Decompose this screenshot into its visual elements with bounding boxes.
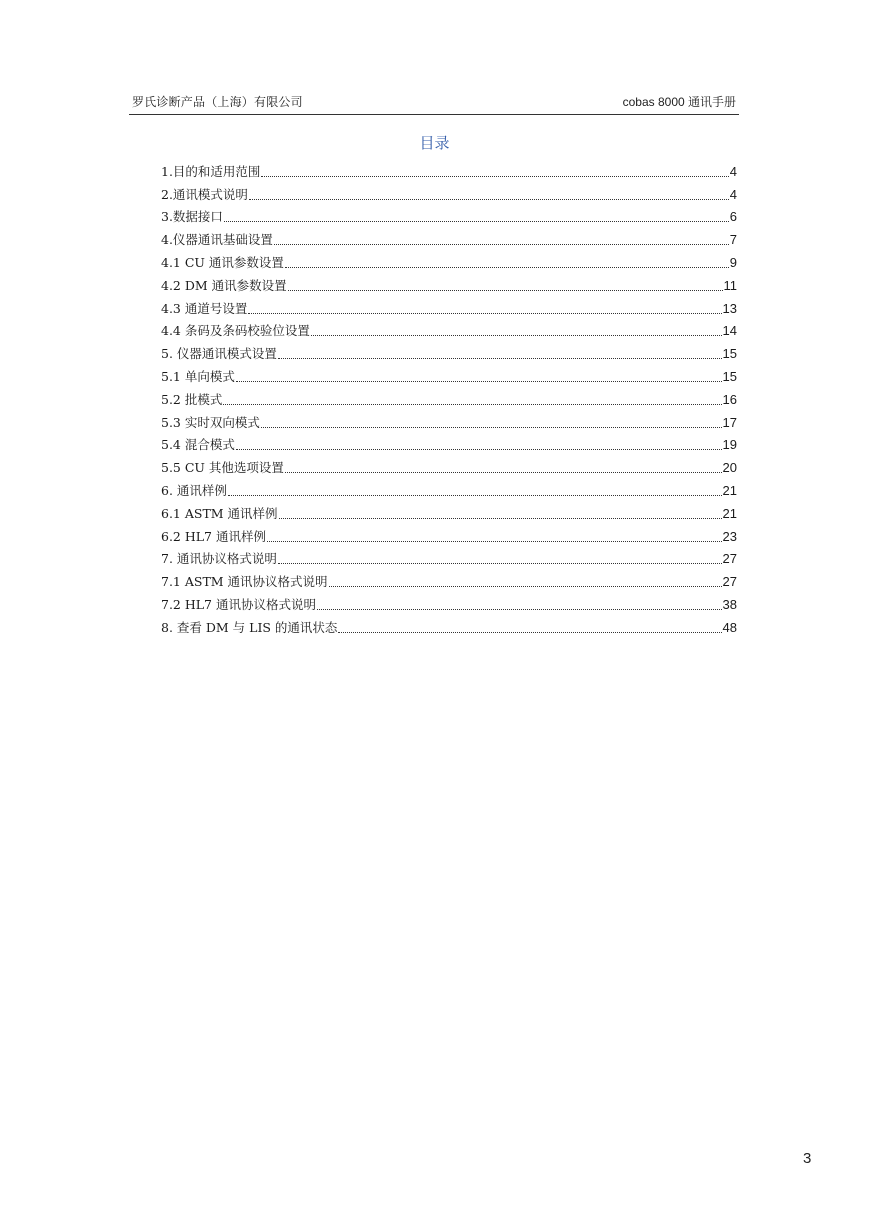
toc-entry[interactable] xyxy=(161,249,737,272)
toc-dot-leader xyxy=(249,199,729,200)
toc-entry-text: 4.4 条码及条码校验位设置 xyxy=(161,323,310,339)
toc-entry-text: 5.2 批模式 xyxy=(161,391,223,407)
toc-entry-text: 5.3 实时双向模式 xyxy=(161,414,260,430)
toc-entry-text: 4.1 CU 通讯参数设置 xyxy=(161,254,284,270)
toc-dot-leader xyxy=(279,518,722,519)
toc-entry-page: 21 xyxy=(722,482,737,498)
page-header xyxy=(129,94,739,115)
toc-entry-page: 20 xyxy=(722,460,737,476)
toc-entry[interactable] xyxy=(161,500,737,523)
toc-dot-leader xyxy=(285,267,729,268)
toc-entry-page: 14 xyxy=(722,323,737,339)
toc-entry[interactable] xyxy=(161,204,737,227)
toc-dot-leader xyxy=(329,586,722,587)
toc-entry[interactable] xyxy=(161,226,737,249)
toc-entry-page: 11 xyxy=(723,277,737,293)
toc-dot-leader xyxy=(278,563,722,564)
table-of-contents xyxy=(161,158,737,637)
toc-entry-page: 13 xyxy=(722,300,737,316)
toc-entry[interactable] xyxy=(161,477,737,500)
toc-entry[interactable] xyxy=(161,546,737,569)
toc-dot-leader xyxy=(311,335,722,336)
toc-entry[interactable] xyxy=(161,272,737,295)
toc-dot-leader xyxy=(338,632,721,633)
toc-entry[interactable] xyxy=(161,340,737,363)
toc-dot-leader xyxy=(278,358,722,359)
toc-dot-leader xyxy=(285,472,722,473)
toc-entry[interactable] xyxy=(161,614,737,637)
toc-entry-text: 4.2 DM 通讯参数设置 xyxy=(161,277,287,293)
toc-entry-page: 6 xyxy=(729,209,737,225)
toc-entry-text: 8. 查看 DM 与 LIS 的通讯状态 xyxy=(161,619,338,635)
toc-entry-text: 2.通讯模式说明 xyxy=(161,186,248,202)
toc-entry-text: 7.2 HL7 通讯协议格式说明 xyxy=(161,596,316,612)
toc-entry-text: 3.数据接口 xyxy=(161,209,223,225)
toc-entry[interactable] xyxy=(161,181,737,204)
toc-entry-page: 17 xyxy=(722,414,737,430)
toc-entry-page: 48 xyxy=(722,619,737,635)
toc-entry-text: 5.5 CU 其他选项设置 xyxy=(161,460,284,476)
toc-entry[interactable] xyxy=(161,454,737,477)
toc-entry-text: 4.3 通道号设置 xyxy=(161,300,248,316)
toc-entry[interactable] xyxy=(161,295,737,318)
toc-title: 目录 xyxy=(419,134,450,152)
toc-dot-leader xyxy=(223,404,721,405)
toc-dot-leader xyxy=(288,290,723,291)
toc-entry-text: 7.1 ASTM 通讯协议格式说明 xyxy=(161,574,328,590)
toc-dot-leader xyxy=(267,541,722,542)
toc-entry-text: 6.1 ASTM 通讯样例 xyxy=(161,505,278,521)
page-number: 3 xyxy=(803,1150,812,1167)
toc-entry[interactable] xyxy=(161,523,737,546)
toc-entry[interactable] xyxy=(161,363,737,386)
toc-dot-leader xyxy=(248,313,721,314)
header-manual-title: cobas 8000 通讯手册 xyxy=(622,95,736,109)
toc-entry[interactable] xyxy=(161,386,737,409)
toc-entry-page: 38 xyxy=(722,596,737,612)
toc-entry-page: 27 xyxy=(722,574,737,590)
toc-entry-page: 15 xyxy=(722,346,737,362)
toc-entry-page: 4 xyxy=(729,186,737,202)
toc-entry-page: 21 xyxy=(722,505,737,521)
toc-entry[interactable] xyxy=(161,158,737,181)
toc-entry-text: 7. 通讯协议格式说明 xyxy=(161,551,277,567)
toc-entry-page: 19 xyxy=(722,437,737,453)
toc-entry-text: 5. 仪器通讯模式设置 xyxy=(161,346,277,362)
toc-entry[interactable] xyxy=(161,568,737,591)
toc-dot-leader xyxy=(261,427,722,428)
toc-dot-leader xyxy=(274,244,729,245)
toc-dot-leader xyxy=(228,495,722,496)
toc-entry[interactable] xyxy=(161,432,737,455)
toc-entry-page: 16 xyxy=(722,391,737,407)
toc-entry-text: 5.1 单向模式 xyxy=(161,368,235,384)
toc-entry-text: 6.2 HL7 通讯样例 xyxy=(161,528,266,544)
toc-dot-leader xyxy=(236,381,722,382)
toc-entry-page: 15 xyxy=(722,368,737,384)
toc-entry[interactable] xyxy=(161,318,737,341)
header-company-name: 罗氏诊断产品（上海）有限公司 xyxy=(132,95,303,109)
toc-entry[interactable] xyxy=(161,409,737,432)
toc-dot-leader xyxy=(224,221,729,222)
toc-entry[interactable] xyxy=(161,591,737,614)
toc-entry-page: 27 xyxy=(722,551,737,567)
toc-entry-page: 4 xyxy=(729,163,737,179)
toc-entry-page: 23 xyxy=(722,528,737,544)
toc-entry-text: 4.仪器通讯基础设置 xyxy=(161,232,273,248)
toc-entry-page: 7 xyxy=(729,232,737,248)
toc-dot-leader xyxy=(236,449,722,450)
toc-entry-text: 1.目的和适用范围 xyxy=(161,163,261,179)
toc-entry-text: 6. 通讯样例 xyxy=(161,482,227,498)
toc-dot-leader xyxy=(261,176,728,177)
toc-entry-page: 9 xyxy=(729,254,737,270)
toc-entry-text: 5.4 混合模式 xyxy=(161,437,235,453)
toc-dot-leader xyxy=(317,609,722,610)
